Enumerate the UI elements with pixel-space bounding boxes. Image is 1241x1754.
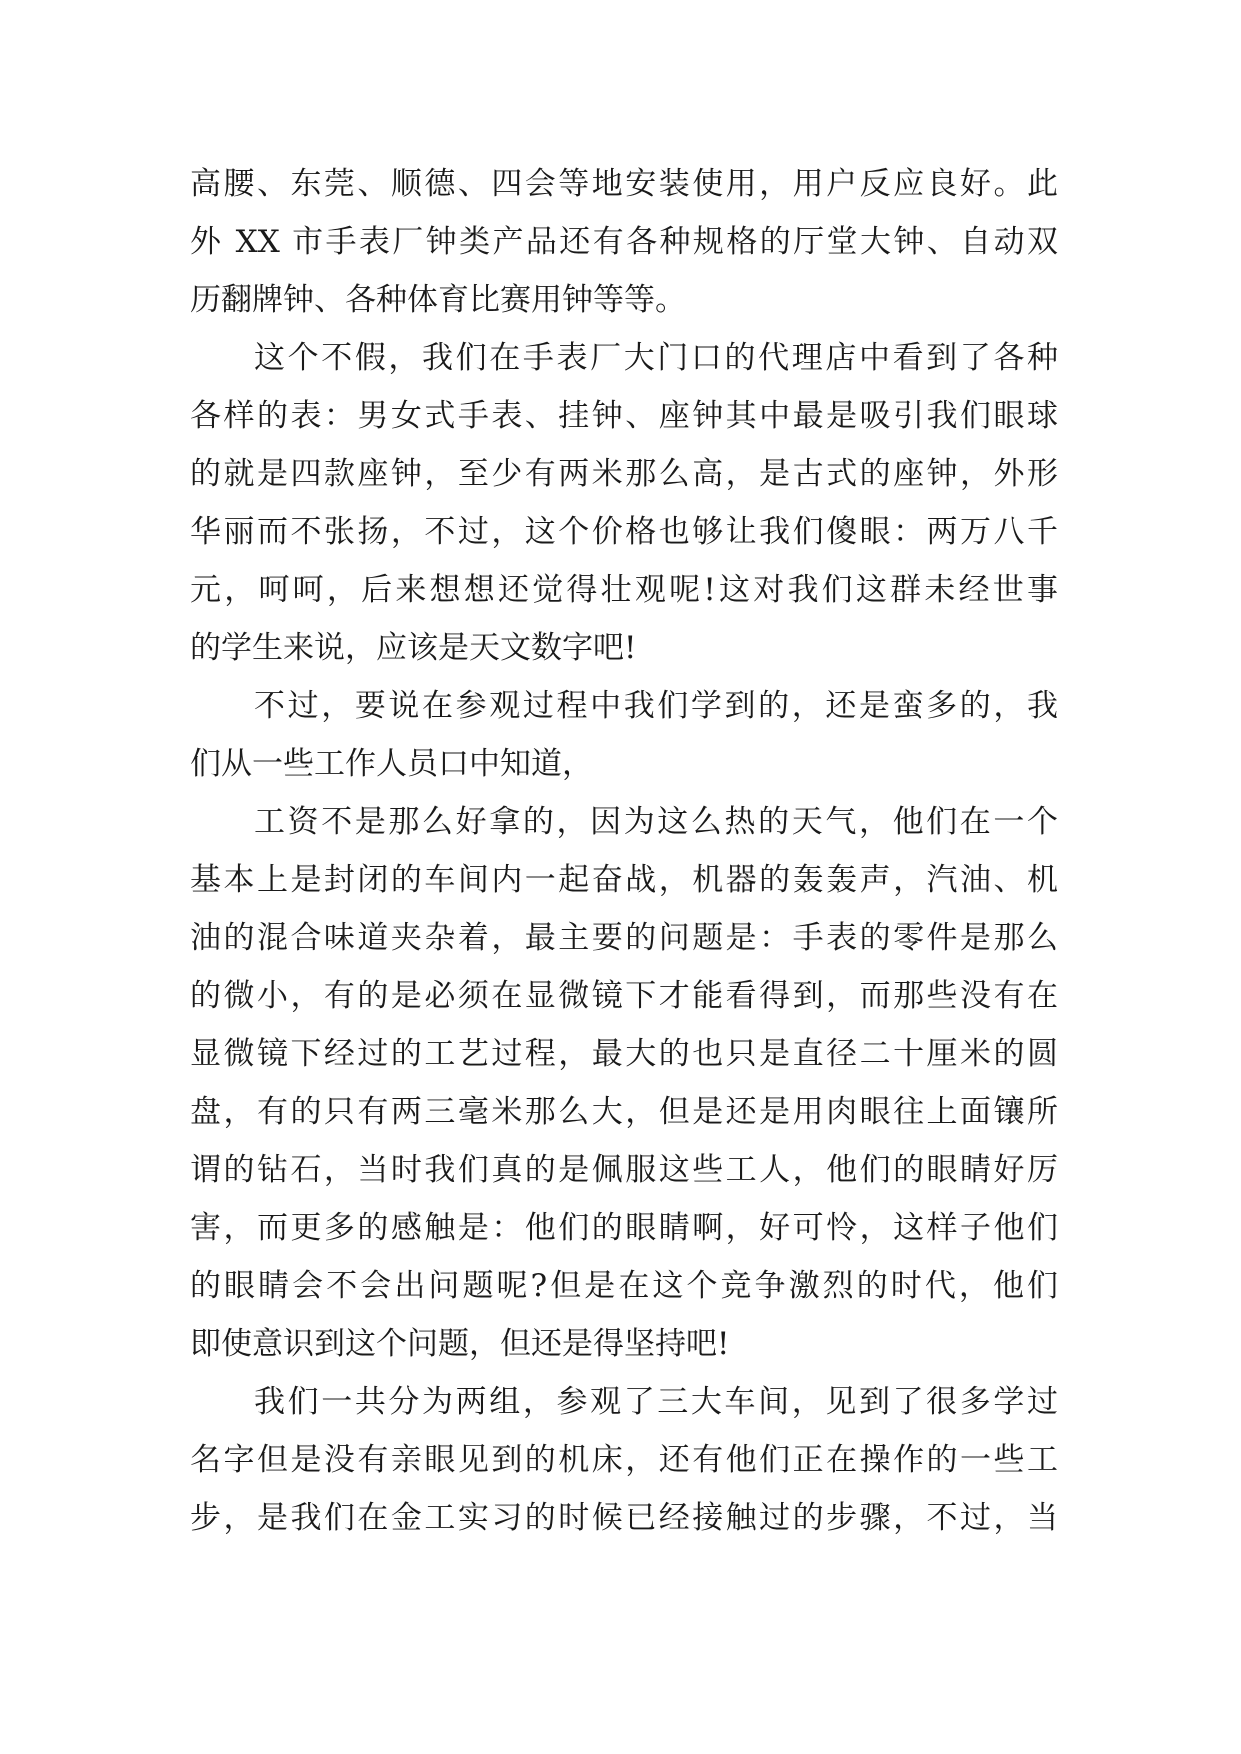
text-line: 步，是我们在金工实习的时候已经接触过的步骤，不过，当 (190, 1500, 1058, 1536)
text-line: 各样的表：男女式手表、挂钟、座钟其中最是吸引我们眼球 (190, 398, 1058, 434)
text-line: 元，呵呵，后来想想还觉得壮观呢!这对我们这群未经世事 (190, 572, 1058, 608)
paragraph (190, 1373, 1058, 1547)
paragraph (190, 329, 1058, 677)
text-line: 华丽而不张扬，不过，这个价格也够让我们傻眼：两万八千 (190, 514, 1058, 550)
text-line: 的眼睛会不会出问题呢?但是在这个竞争激烈的时代，他们 (190, 1268, 1058, 1304)
text-line: 高腰、东莞、顺德、四会等地安装使用，用户反应良好。此 (190, 166, 1058, 202)
paragraph (190, 793, 1058, 1373)
paragraph (190, 677, 1058, 793)
text-line: 显微镜下经过的工艺过程，最大的也只是直径二十厘米的圆 (190, 1036, 1058, 1072)
text-line: 我们一共分为两组，参观了三大车间，见到了很多学过 (254, 1384, 1058, 1420)
text-line: 的就是四款座钟，至少有两米那么高，是古式的座钟，外形 (190, 456, 1058, 492)
text-line: 基本上是封闭的车间内一起奋战，机器的轰轰声，汽油、机 (190, 862, 1058, 898)
text-line: 这个不假，我们在手表厂大门口的代理店中看到了各种 (254, 340, 1058, 376)
document-body (190, 155, 1058, 1547)
text-line: 名字但是没有亲眼见到的机床，还有他们正在操作的一些工 (190, 1442, 1058, 1478)
text-line: 不过，要说在参观过程中我们学到的，还是蛮多的，我 (254, 688, 1058, 724)
text-line: 害，而更多的感触是：他们的眼睛啊，好可怜，这样子他们 (190, 1210, 1058, 1246)
text-line: 油的混合味道夹杂着，最主要的问题是：手表的零件是那么 (190, 920, 1058, 956)
text-line: 的学生来说，应该是天文数字吧! (190, 630, 637, 666)
text-line: 谓的钻石，当时我们真的是佩服这些工人，他们的眼睛好厉 (190, 1152, 1058, 1188)
paragraph (190, 155, 1058, 329)
text-line: 外 XX 市手表厂钟类产品还有各种规格的厅堂大钟、自动双 (190, 224, 1058, 260)
text-line: 历翻牌钟、各种体育比赛用钟等等。 (190, 282, 686, 318)
text-line: 的微小，有的是必须在显微镜下才能看得到，而那些没有在 (190, 978, 1058, 1014)
text-line: 盘，有的只有两三毫米那么大，但是还是用肉眼往上面镶所 (190, 1094, 1058, 1130)
text-line: 即使意识到这个问题，但还是得坚持吧! (190, 1326, 730, 1362)
text-line: 工资不是那么好拿的，因为这么热的天气，他们在一个 (254, 804, 1058, 840)
text-line: 们从一些工作人员口中知道， (190, 746, 593, 782)
